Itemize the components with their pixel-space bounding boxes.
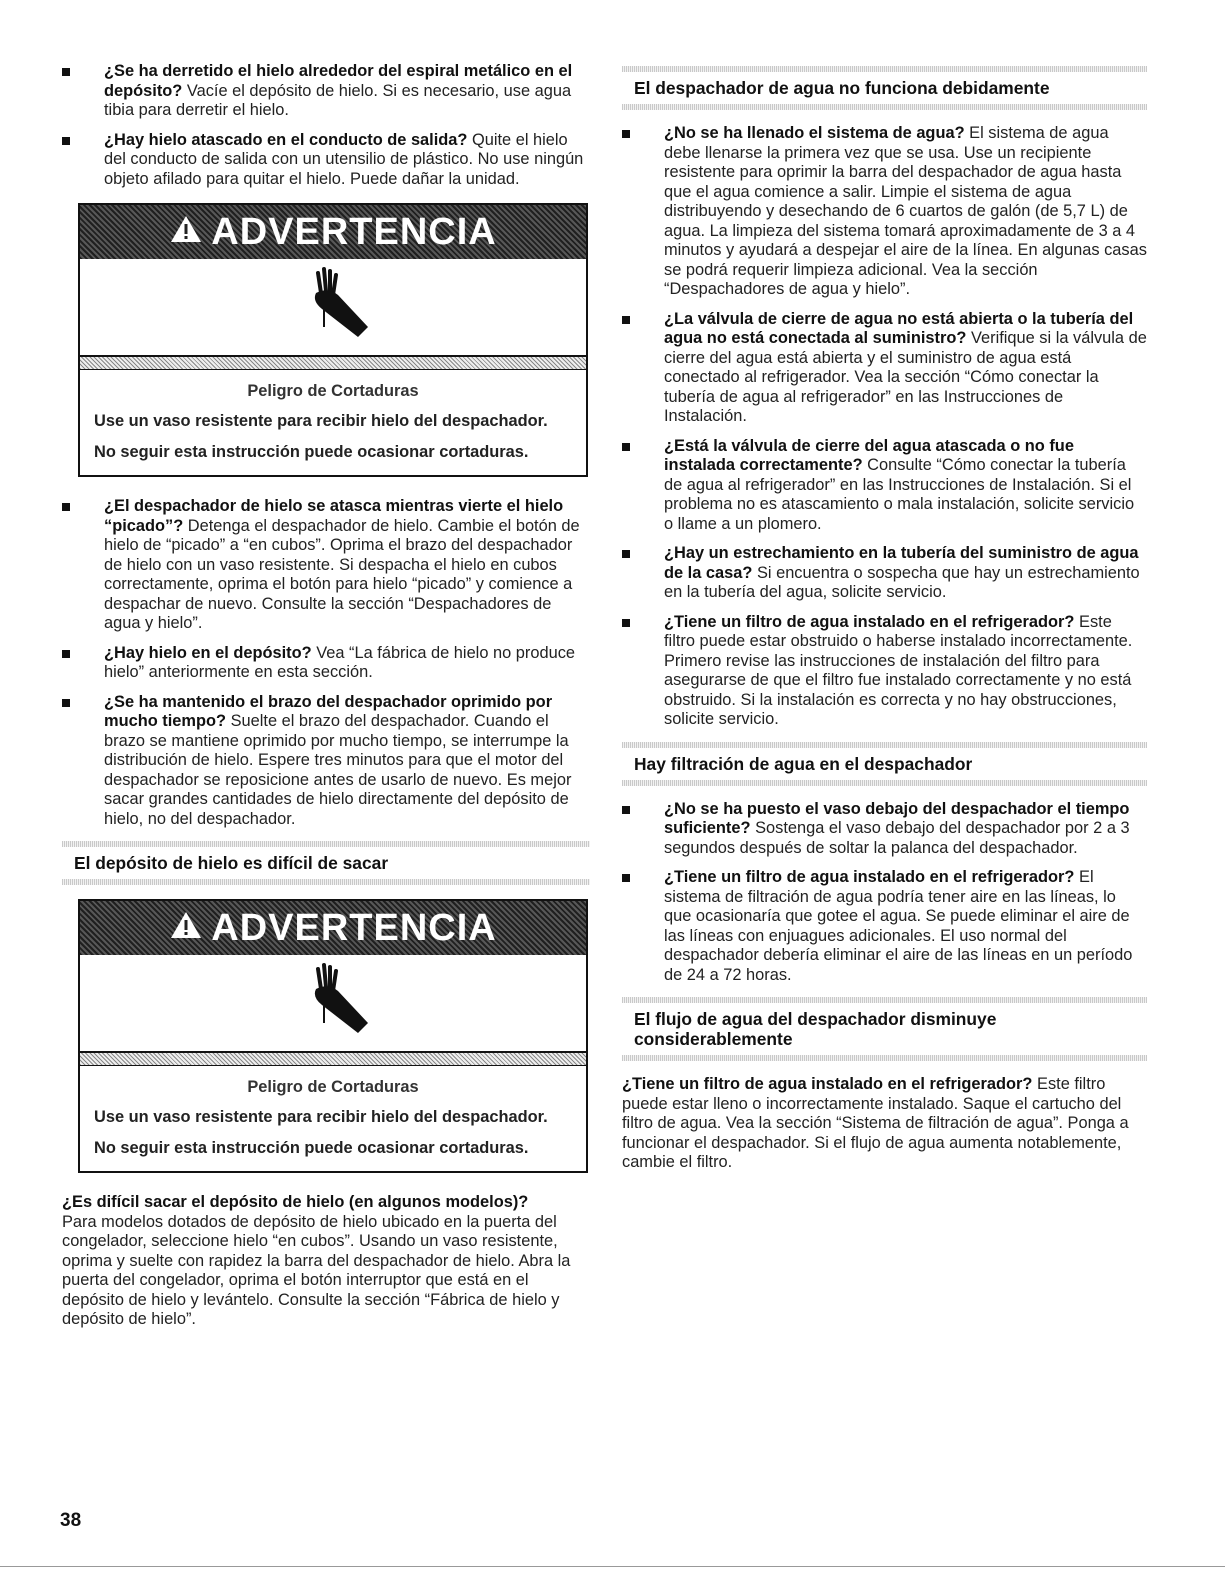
list-item — [62, 644, 590, 683]
warning-banner-text: ADVERTENCIA — [211, 906, 497, 949]
warning-line: No seguir esta instrucción puede ocasionar cortaduras. — [94, 443, 529, 461]
list-item — [62, 693, 590, 830]
question: ¿Se ha mantenido el brazo del despachador oprimido por mucho tiempo? — [104, 692, 553, 730]
list-item — [622, 800, 1147, 859]
answer: Quite el hielo del conducto de salida con un utensilio de plástico. No use ningún objeto afilado para quitar el hielo. Puede dañar la unidad. — [104, 130, 584, 188]
warning-icon-area — [80, 955, 586, 1053]
final-paragraph — [622, 1075, 1147, 1173]
section-heading: El depósito de hielo es difícil de sacar — [62, 841, 590, 885]
warning-box — [78, 203, 588, 477]
question: ¿No se ha llenado el sistema de agua? — [664, 124, 965, 142]
warning-body — [80, 1066, 586, 1171]
bullet-icon — [622, 550, 630, 558]
cut-hazard-icon — [288, 265, 378, 350]
question: ¿La válvula de cierre de agua no está abierta o la tubería del agua no está conectada al suministro? — [664, 309, 1134, 347]
bullet-icon — [622, 443, 630, 451]
list-item — [622, 437, 1147, 535]
warning-triangle-icon — [169, 907, 203, 950]
list-item — [622, 124, 1147, 300]
bullet-icon — [622, 130, 630, 138]
answer: El sistema de filtración de agua podría tener aire en las líneas, lo que ocasionaría que gotee el agua. Se puede eliminar el aire de las líneas con enjuagues adicionales. El uso normal del despachador debería eliminar el aire de las líneas en un período de 24 a 72 horas. — [664, 868, 1133, 984]
warning-stripe — [80, 1053, 586, 1066]
warning-triangle-icon — [169, 211, 203, 254]
warning-title: Peligro de Cortaduras — [247, 1078, 419, 1096]
bullet-icon — [62, 503, 70, 511]
answer: Sostenga el vaso debajo del despachador por 2 a 3 segundos después de soltar la palanca del despachador. — [664, 819, 1130, 857]
left-column — [62, 62, 590, 1330]
answer: Verifique si la válvula de cierre del agua está abierta y el suministro de agua está conectado al refrigerador. Vea la sección “Cómo conectar la tubería de agua al refrigerador” en las Instrucciones de Instalación. — [664, 329, 1147, 425]
bullet-icon — [62, 650, 70, 658]
page-number: 38 — [60, 1510, 82, 1531]
question: ¿No se ha puesto el vaso debajo del despachador el tiempo suficiente? — [664, 799, 1130, 837]
answer: Detenga el despachador de hielo. Cambie el botón de hielo de “picado” a “en cubos”. Oprima el brazo del despachador de hielo con un vaso resistente. Si despacha el hielo en cubos correctamente, oprima el botón para hielo “picado” y comience a despachar de nuevo. Consulte la sección “Despachadores de agua y hielo”. — [104, 516, 580, 632]
question: ¿Hay un estrechamiento en la tubería del suministro de agua de la casa? — [664, 544, 1139, 582]
bottom-rule — [0, 1566, 1225, 1567]
warning-banner-text: ADVERTENCIA — [211, 210, 497, 253]
question: ¿Se ha derretido el hielo alrededor del espiral metálico en el depósito? — [104, 62, 573, 100]
question: ¿Tiene un filtro de agua instalado en el refrigerador? — [622, 1075, 1033, 1093]
bullet-icon — [62, 68, 70, 76]
list-item — [62, 62, 590, 121]
bullet-icon — [62, 137, 70, 145]
section-heading: El despachador de agua no funciona debidamente — [622, 66, 1147, 110]
section-heading: Hay filtración de agua en el despachador — [622, 742, 1147, 786]
bullet-icon — [622, 619, 630, 627]
answer: Para modelos dotados de depósito de hielo ubicado en la puerta del congelador, seleccione hielo “en cubos”. Usando un vaso resistente, oprima y suelte con rapidez la barra del despachador de hielo. Abra la puerta del congelador, oprima el botón interruptor que está en el depósito de hielo y levántelo. Consulte la sección “Fábrica de hielo y depósito de hielo”. — [62, 1212, 571, 1328]
warning-banner — [80, 901, 586, 955]
bullet-icon — [622, 316, 630, 324]
warning-box — [78, 899, 588, 1173]
list-item — [622, 868, 1147, 985]
bullet-icon — [622, 806, 630, 814]
bullet-icon — [622, 874, 630, 882]
question: ¿Hay hielo atascado en el conducto de salida? — [104, 130, 468, 149]
right-column — [622, 62, 1147, 1173]
answer: Este filtro puede estar lleno o incorrectamente instalado. Saque el cartucho del filtro de agua. Vea la sección “Sistema de filtración de agua”. Ponga a funcionar el despachador. Si el flujo de agua aumenta notablemente, cambie el filtro. — [622, 1075, 1129, 1171]
warning-line: Use un vaso resistente para recibir hielo del despachador. — [94, 1108, 548, 1126]
answer: Vea “La fábrica de hielo no produce hielo” anteriormente en esta sección. — [104, 643, 576, 681]
question: ¿Tiene un filtro de agua instalado en el refrigerador? — [664, 868, 1075, 886]
list-item — [62, 131, 590, 190]
answer: Consulte “Cómo conectar la tubería de agua al refrigerador” en las Instrucciones de Instalación. Si el problema no es atascamiento o mala instalación, solicite servicio o llame a un plomero. — [664, 456, 1135, 533]
cut-hazard-icon — [288, 961, 378, 1046]
question: ¿Es difícil sacar el depósito de hielo (en algunos modelos)? — [62, 1193, 529, 1211]
warning-line: Use un vaso resistente para recibir hielo del despachador. — [94, 412, 548, 430]
list-item — [622, 613, 1147, 730]
list-item — [622, 310, 1147, 427]
question: ¿El despachador de hielo se atasca mientras vierte el hielo “picado”? — [104, 497, 564, 535]
warning-icon-area — [80, 259, 586, 357]
warning-line: No seguir esta instrucción puede ocasionar cortaduras. — [94, 1139, 529, 1157]
bullet-icon — [62, 699, 70, 707]
answer: Si encuentra o sospecha que hay un estrechamiento en la tubería del agua, solicite servicio. — [664, 563, 1140, 601]
answer: Suelte el brazo del despachador. Cuando el brazo se mantiene oprimido por mucho tiempo, se interrumpe la distribución de hielo. Espere tres minutos para que el motor del despachador se reposicione antes de usarlo de nuevo. Es mejor sacar grandes cantidades de hielo directamente del depósito de hielo, no del despachador. — [104, 712, 572, 828]
answer: Vacíe el depósito de hielo. Si es necesario, use agua tibia para derretir el hielo. — [104, 81, 572, 119]
warning-banner — [80, 205, 586, 259]
list-item — [62, 497, 590, 634]
warning-body — [80, 370, 586, 475]
list-item — [622, 544, 1147, 603]
question: ¿Está la válvula de cierre del agua atascada o no fue instalada correctamente? — [664, 436, 1074, 474]
section-heading: El flujo de agua del despachador disminuye considerablemente — [622, 997, 1147, 1061]
warning-title: Peligro de Cortaduras — [247, 382, 419, 400]
question: ¿Tiene un filtro de agua instalado en el refrigerador? — [664, 612, 1075, 631]
answer: Este filtro puede estar obstruido o haberse instalado incorrectamente. Primero revise las instrucciones de instalación del filtro para asegurarse de que el filtro fue instalado correctamente y no está obstruido. Si la instalación es correcta y no hay obstrucciones, solicite servicio. — [664, 612, 1133, 728]
question: ¿Hay hielo en el depósito? — [104, 643, 312, 662]
answer: El sistema de agua debe llenarse la primera vez que se usa. Use un recipiente resistente para oprimir la barra del despachador de agua hasta que el agua comience a salir. Limpie el sistema de agua distribuyendo y desechando de 6 cuartos de galón (de 5,7 L) de agua. La limpieza del sistema tomará aproximadamente de 3 a 4 minutos y ayudará a despejar el aire de la línea. En algunas casas se podrá requerir limpieza adicional. Vea la sección “Despachadores de agua y hielo”. — [664, 124, 1147, 298]
final-paragraph — [62, 1193, 590, 1330]
warning-stripe — [80, 357, 586, 370]
